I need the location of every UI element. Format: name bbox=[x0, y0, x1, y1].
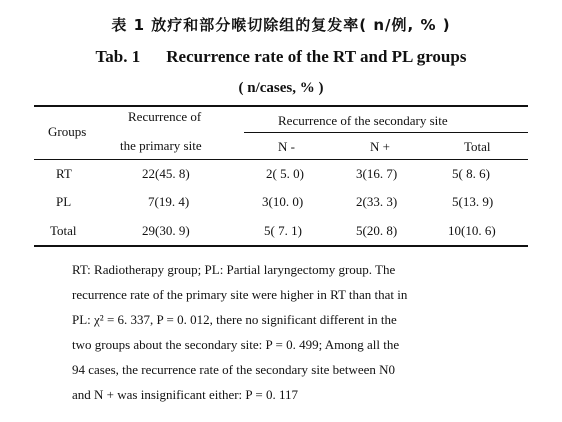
table-caption: Recurrence rate of the RT and PL groups bbox=[166, 47, 467, 66]
table-bottom-rule bbox=[34, 245, 528, 247]
header-total: Total bbox=[464, 139, 491, 154]
header-secondary: Recurrence of the secondary site bbox=[278, 113, 448, 128]
row-pl-n-plus: 2(33. 3) bbox=[356, 194, 398, 209]
footnote-line: PL: χ² = 6. 337, P = 0. 012, there no significant different in the bbox=[72, 312, 397, 327]
table-footnote bbox=[72, 257, 512, 407]
table-number: Tab. 1 bbox=[95, 47, 141, 66]
table-top-rule bbox=[34, 105, 528, 107]
table-title-english bbox=[0, 47, 562, 67]
row-rt-n-minus: 2( 5. 0) bbox=[266, 166, 304, 181]
row-rt-group: RT bbox=[56, 166, 72, 181]
header-n-minus: N - bbox=[278, 139, 295, 154]
header-groups: Groups bbox=[48, 124, 87, 139]
row-total-n-plus: 5(20. 8) bbox=[356, 223, 398, 238]
row-pl-n-minus: 3(10. 0) bbox=[262, 194, 304, 209]
row-rt-n-plus: 3(16. 7) bbox=[356, 166, 398, 181]
footnote-line: RT: Radiotherapy group; PL: Partial laryngectomy group. The bbox=[72, 262, 396, 277]
row-total-group: Total bbox=[50, 223, 77, 238]
header-primary-line2: the primary site bbox=[120, 138, 202, 153]
footnote-line: and N + was insignificant either: P = 0. 117 bbox=[72, 387, 298, 402]
footnote-line: two groups about the secondary site: P = 0. 499; Among all the bbox=[72, 337, 400, 352]
row-pl-total: 5(13. 9) bbox=[452, 194, 494, 209]
table-unit: ( n/cases, % ) bbox=[238, 80, 324, 96]
row-total-total: 10(10. 6) bbox=[448, 223, 496, 238]
secondary-site-rule bbox=[244, 132, 528, 133]
footnote-line: recurrence rate of the primary site were higher in RT than that in bbox=[72, 287, 408, 302]
footnote-line: 94 cases, the recurrence rate of the secondary site between N0 bbox=[72, 362, 396, 377]
header-bottom-rule bbox=[34, 159, 528, 160]
table-title-chinese: 表 1 放疗和部分喉切除组的复发率( n/例, % ) bbox=[111, 16, 451, 34]
header-n-plus: N + bbox=[370, 139, 390, 154]
row-pl-primary: 7(19. 4) bbox=[148, 194, 190, 209]
row-pl-group: PL bbox=[56, 194, 72, 209]
row-rt-total: 5( 8. 6) bbox=[452, 166, 490, 181]
row-total-primary: 29(30. 9) bbox=[142, 223, 190, 238]
row-total-n-minus: 5( 7. 1) bbox=[264, 223, 302, 238]
row-rt-primary: 22(45. 8) bbox=[142, 166, 190, 181]
header-primary-line1: Recurrence of bbox=[128, 109, 202, 124]
